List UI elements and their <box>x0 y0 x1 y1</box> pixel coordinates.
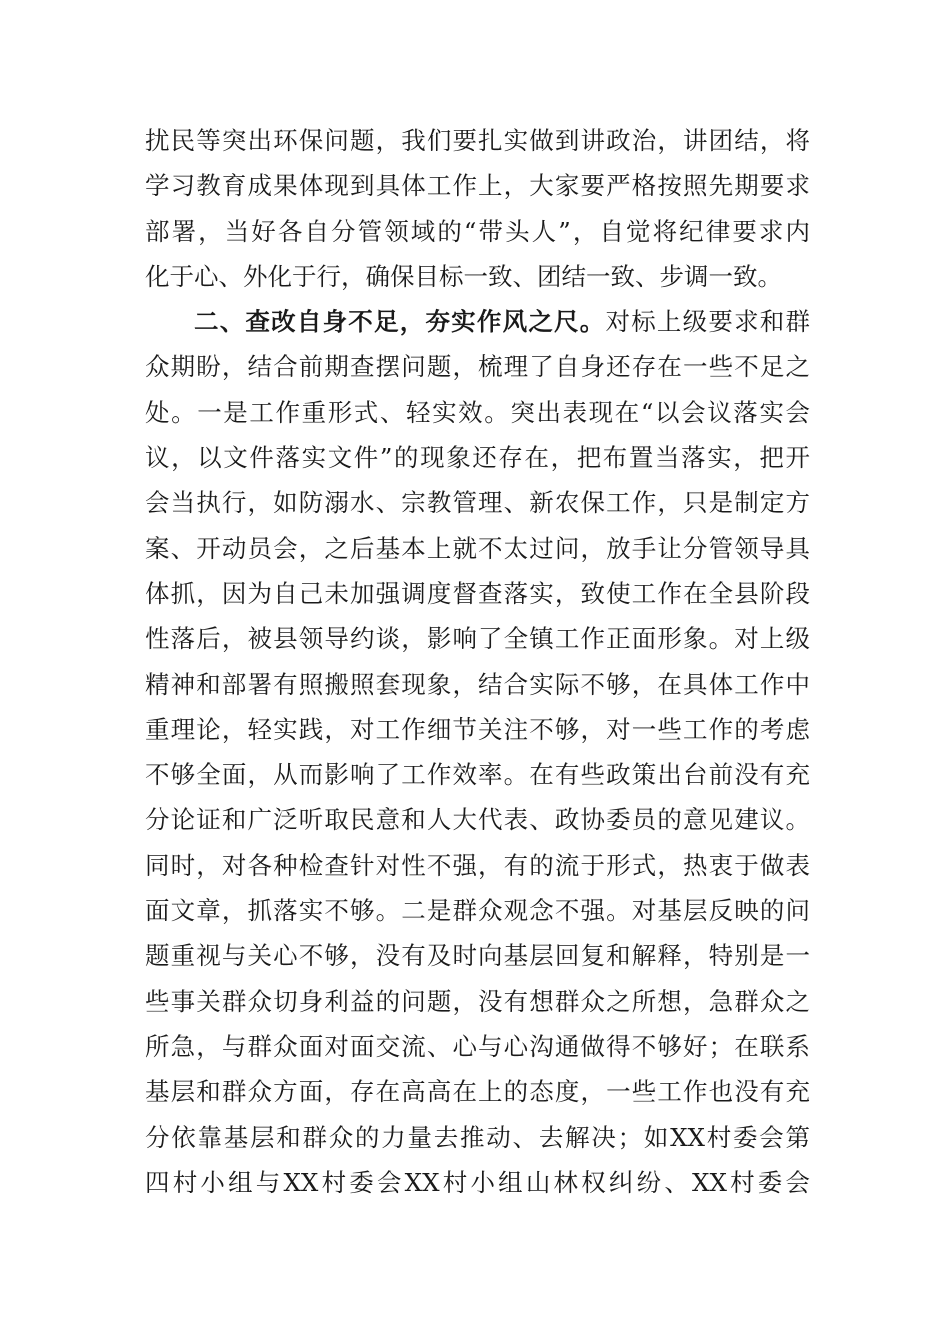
paragraph-line: 面文章，抓落实不够。二是群众观念不强。对基层反映的问 <box>145 896 810 926</box>
section-heading: 二、查改自身不足，夯实作风之尺。 <box>194 307 606 337</box>
paragraph-line: 所急，与群众面对面交流、心与心沟通做得不够好；在联系 <box>145 1031 810 1061</box>
paragraph-line: 学习教育成果体现到具体工作上，大家要严格按照先期要求 <box>145 171 810 201</box>
paragraph-line: 些事关群众切身利益的问题，没有想群众之所想，急群众之 <box>145 986 810 1016</box>
paragraph-line: 重理论，轻实践，对工作细节关注不够，对一些工作的考虑 <box>145 714 810 744</box>
paragraph-line: 体抓，因为自己未加强调度督查落实，致使工作在全县阶段 <box>145 578 810 608</box>
paragraph-line: 议，以文件落实文件”的现象还存在，把布置当落实，把开 <box>145 443 810 473</box>
paragraph-line: 性落后，被县领导约谈，影响了全镇工作正面形象。对上级 <box>145 624 810 654</box>
paragraph-line: 精神和部署有照搬照套现象，结合实际不够，在具体工作中 <box>145 669 810 699</box>
paragraph-line: 扰民等突出环保问题，我们要扎实做到讲政治，讲团结，将 <box>145 126 810 155</box>
paragraph-text: 对标上级要求和群 <box>605 307 811 337</box>
paragraph-line: 处。一是工作重形式、轻实效。突出表现在“以会议落实会 <box>145 397 810 427</box>
paragraph-line: 题重视与关心不够，没有及时向基层回复和解释，特别是一 <box>145 941 810 971</box>
paragraph-line: 分依靠基层和群众的力量去推动、去解决；如XX村委会第 <box>145 1122 810 1152</box>
paragraph-line: 会当执行，如防溺水、宗教管理、新农保工作，只是制定方 <box>145 488 810 518</box>
paragraph-line: 同时，对各种检查针对性不强，有的流于形式，热衷于做表 <box>145 850 810 880</box>
paragraph-line: 不够全面，从而影响了工作效率。在有些政策出台前没有充 <box>145 760 810 790</box>
paragraph-line: 基层和群众方面，存在高高在上的态度，一些工作也没有充 <box>145 1077 810 1107</box>
paragraph-line: 化于心、外化于行，确保目标一致、团结一致、步调一致。 <box>145 261 782 291</box>
paragraph-line: 部署，当好各自分管领域的“带头人”，自觉将纪律要求内 <box>145 216 810 246</box>
document-body <box>145 118 810 1205</box>
paragraph-line: 众期盼，结合前期查摆问题，梳理了自身还存在一些不足之 <box>145 352 810 382</box>
paragraph-line: 案、开动员会，之后基本上就不太过问，放手让分管领导具 <box>145 533 810 563</box>
section-heading-line <box>145 299 810 344</box>
paragraph-line: 四村小组与XX村委会XX村小组山林权纠纷、XX村委会 <box>145 1167 810 1197</box>
paragraph-line: 分论证和广泛听取民意和人大代表、政协委员的意见建议。 <box>145 805 810 835</box>
